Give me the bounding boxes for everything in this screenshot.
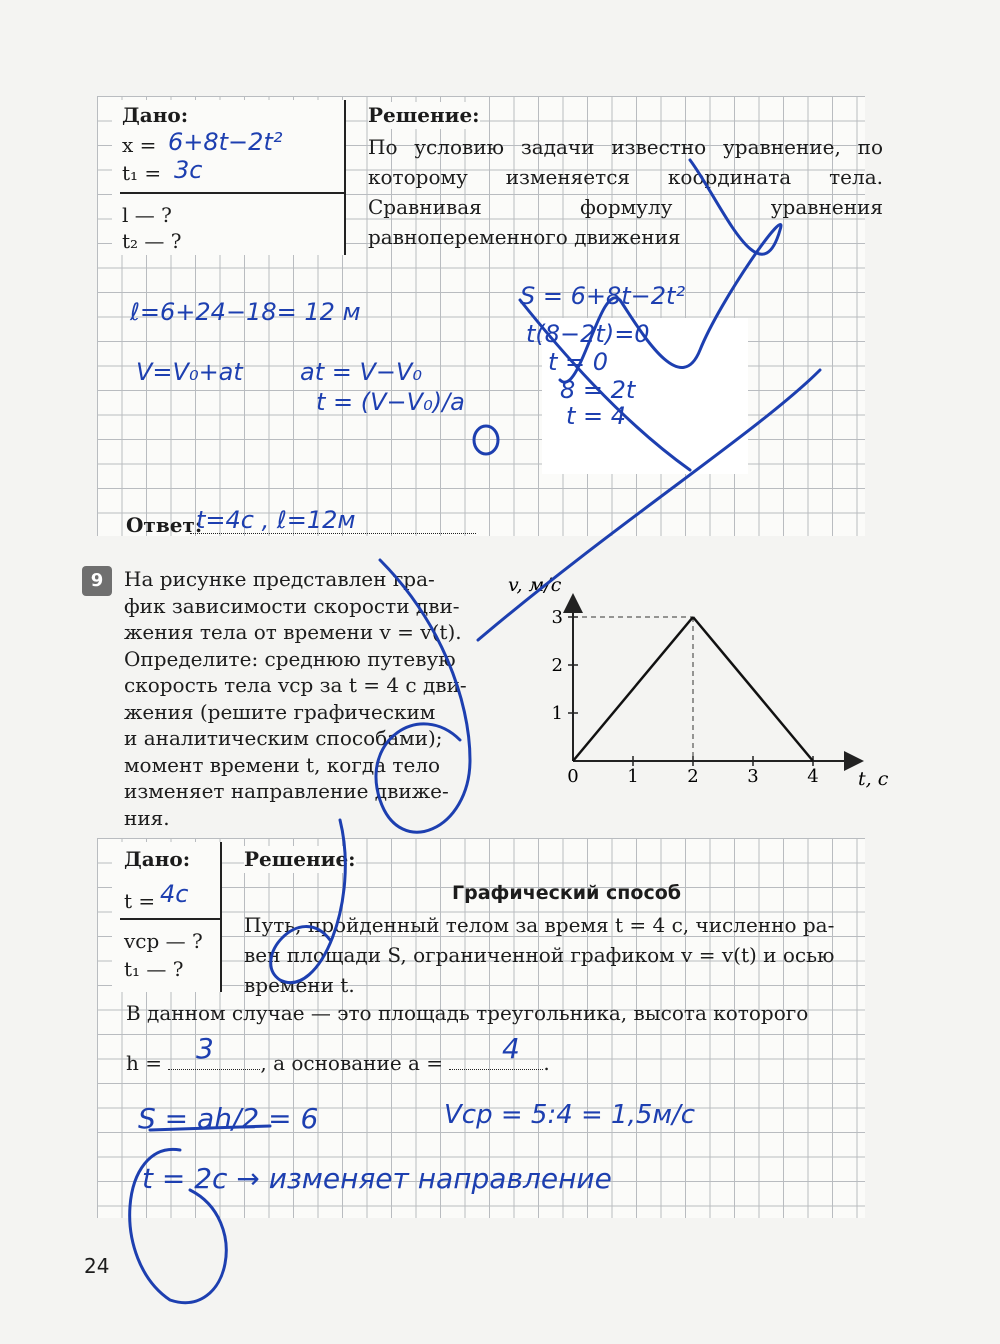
hand-t-bottom: t = 2c → изменяет направление (142, 1162, 612, 1195)
h-blank (168, 1069, 260, 1070)
y-tick-label: 3 (551, 607, 563, 628)
given-t1-hand: 3c (174, 156, 203, 184)
given-divider-bottom (120, 918, 222, 920)
find-l: l — ? (122, 203, 172, 227)
velocity-line-segment (573, 617, 693, 761)
hand-s-bottom: S = ah/2 = 6 (138, 1102, 319, 1135)
hand-t4: t = 4 (566, 402, 627, 430)
method-text-3: времени t. (244, 973, 355, 997)
hand-v: V=V₀+at (136, 358, 243, 386)
given-box-bottom (112, 842, 222, 992)
task-number-9 (82, 566, 112, 596)
answer-label: Ответ: (126, 513, 203, 537)
a-blank (449, 1069, 543, 1070)
hand-t: t = (V−V₀)/a (316, 388, 465, 416)
velocity-chart (500, 565, 900, 800)
given-t1: t₁ = (122, 161, 162, 185)
a-hand: 4 (502, 1032, 520, 1065)
find-t1: t₁ — ? (124, 957, 184, 981)
given-divider (120, 192, 344, 194)
y-axis-label: v, м/с (508, 574, 562, 596)
x-tick-label: 3 (747, 766, 759, 787)
task9-line-6: жения (решите графическим (124, 699, 436, 724)
method-text-2: вен площади S, ограниченной графиком v = v(t) и осью (244, 943, 835, 967)
method-title: Графический способ (452, 882, 682, 904)
task9-text (124, 566, 484, 831)
given-x: x = (122, 133, 157, 157)
task9-line-3: жения тела от времени v = v(t). (124, 620, 462, 644)
a-label: , а основание a = (260, 1051, 444, 1075)
h-line: h = , а основание a = . (126, 1051, 550, 1075)
task9-line-8: момент времени t, когда тело (124, 752, 441, 777)
x-tick-label: 0 (567, 766, 579, 787)
task9-line-1: На рисунке представлен гра- (124, 567, 435, 591)
h-label: h = (126, 1051, 162, 1075)
x-tick-label: 2 (687, 766, 699, 787)
find-vcp: vср — ? (124, 929, 203, 953)
given-x-hand: 6+8t−2t² (168, 128, 283, 156)
answer-hand: t=4c , ℓ=12м (196, 506, 356, 534)
hand-l: ℓ=6+24−18= 12 м (130, 298, 361, 326)
task9-line-10: ния. (124, 805, 170, 830)
task9-line-7: и аналитическим способами); (124, 726, 443, 750)
x-tick-label: 4 (807, 766, 819, 787)
method-text (244, 910, 884, 1000)
page-number: 24 (84, 1254, 110, 1278)
task9-line-9: изменяет направление движе- (124, 779, 449, 803)
hand-s-top: S = 6+8t−2t² (520, 282, 686, 310)
y-tick-label: 2 (551, 655, 563, 676)
task9-line-4: Определите: среднюю путевую (124, 646, 456, 671)
hand-t0: t = 0 (548, 348, 609, 376)
hand-vcp: Vср = 5:4 = 1,5м/с (444, 1100, 696, 1130)
hand-t8: t(8−2t)=0 (526, 320, 650, 348)
solution-title-top: Решение: (368, 103, 480, 127)
given-t-hand: 4c (160, 880, 189, 908)
solution-text-top: По условию задачи известно уравнение, по которому изменяется координата тела. Сравнивая формулу уравнения равнопеременного движения (368, 135, 883, 249)
task9-line-2: фик зависимости скорости дви- (124, 593, 460, 618)
hand-at: at = V−V₀ (300, 358, 423, 386)
x-tick-label: 1 (627, 766, 639, 787)
given-title-bottom: Дано: (124, 847, 191, 871)
task-number-label: 9 (90, 570, 104, 591)
task9-line-5: скорость тела vср за t = 4 с дви- (124, 673, 467, 697)
velocity-line-segment (693, 617, 813, 761)
hand-82t: 8 = 2t (560, 376, 636, 404)
x-axis-label: t, c (858, 768, 889, 790)
find-t2: t₂ — ? (122, 229, 182, 253)
given-box-top (112, 100, 346, 255)
case-text: В данном случае — это площадь треугольника, высота которого (126, 1001, 809, 1025)
given-title: Дано: (122, 103, 189, 127)
given-t: t = (124, 889, 156, 913)
y-tick-label: 1 (551, 703, 563, 724)
solution-title-bottom: Решение: (244, 847, 356, 871)
method-text-1: Путь, пройденный телом за время t = 4 с, численно ра- (244, 913, 835, 937)
h-hand: 3 (196, 1032, 214, 1065)
